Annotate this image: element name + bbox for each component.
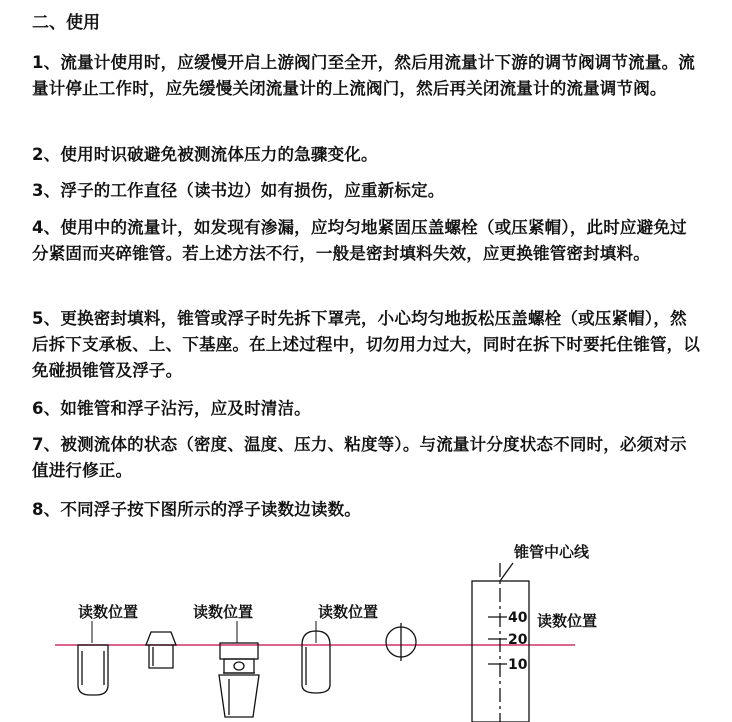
- float-2: [146, 632, 176, 668]
- reading-position-label-4: 读数位置: [537, 612, 598, 630]
- float-5-ball: [386, 623, 416, 661]
- usage-item-4: 4、使用中的流量计，如发现有渗漏，应均匀地紧固压盖螺栓（或压紧帽），此时应避免过分紧固而夹碎锥管。若上述方法不行，一般是密封填料失效，应更换锥管密封填料。: [32, 218, 687, 263]
- center-line-label: 锥管中心线: [514, 543, 590, 561]
- float-reading-figure: [0, 535, 732, 722]
- float-3: [219, 643, 259, 717]
- reading-position-label-2: 读数位置: [193, 603, 254, 621]
- usage-item-8: 8、不同浮子按下图所示的浮子读数边读数。: [32, 500, 361, 519]
- usage-item-1: 1、流量计使用时，应缓慢开启上游阀门至全开，然后用流量计下游的调节阀调节流量。流量计停止工作时，应先缓慢关闭流量计的上流阀门，然后再关闭流量计的流量调节阀。: [32, 53, 695, 98]
- section-heading: 二、使用: [32, 13, 100, 33]
- reading-position-label-1: 读数位置: [78, 603, 139, 621]
- usage-item-3: 3、浮子的工作直径（读书边）如有损伤，应重新标定。: [32, 181, 445, 200]
- usage-item-7: 7、被测流体的状态（密度、温度、压力、粘度等）。与流量计分度状态不同时，必须对示值进行修正。: [32, 435, 687, 480]
- reading-position-label-3: 读数位置: [318, 603, 379, 621]
- scale-tick-10: 10: [508, 657, 528, 673]
- usage-item-6: 6、如锥管和浮子沾污，应及时清洁。: [32, 399, 311, 418]
- usage-item-5: 5、更换密封填料，锥管或浮子时先拆下罩壳，小心均匀地扳松压盖螺栓（或压紧帽），然后拆下支承板、上、下基座。在上述过程中，切勿用力过大，同时在拆下时要托住锥管，以免碰损锥管及浮子。: [32, 309, 700, 380]
- usage-item-2: 2、使用时识破避免被测流体压力的急骤变化。: [32, 145, 378, 164]
- float-1: [78, 645, 108, 695]
- scale-tick-40: 40: [508, 610, 528, 626]
- scale-tick-20: 20: [508, 632, 528, 648]
